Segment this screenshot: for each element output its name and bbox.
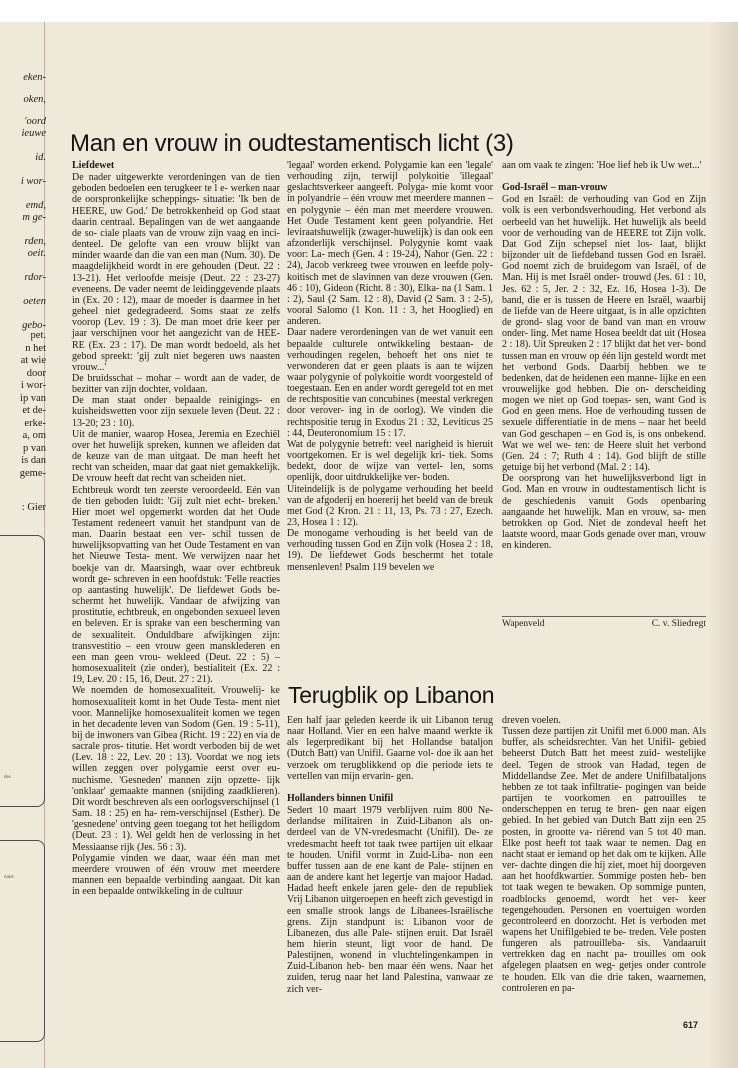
section-heading: Hollanders binnen Unifil: [287, 792, 394, 804]
article1-column-3: [502, 160, 706, 551]
strip-line: oeten: [23, 296, 46, 307]
strip-line: ieuwe: [21, 128, 46, 139]
article-title: Terugblik op Libanon: [288, 682, 495, 708]
strip-line: door: [26, 367, 46, 379]
strip-line: rdor-: [24, 272, 46, 283]
previous-page-strip-mid: [0, 330, 46, 515]
article-title: Man en vrouw in oudtestamentisch licht (3): [70, 130, 514, 157]
strip-line: : Gier: [21, 502, 46, 513]
strip-line: ip van: [20, 392, 46, 404]
paragraph: Een half jaar geleden keerde ik uit Libanon terug naar Holland. Vier en een halve maand werkte ik als legerpredikant bij het Hollandse bataljon (Dutch Batt) van Unifil. Gaarne vol- doe ik aan het verzoek om terugblikkend op die periode iets te vertellen van mijn ervarin- gen.: [287, 715, 493, 782]
strip-line: et de-: [22, 405, 46, 416]
paragraph: De oorsprong van het huwelijksverbond ligt in God. Man en vrouw in oudtestamentisch licht is de geschiedenis vanuit Gods openbaring aangaande het huwelijk. Man en vrouw, sa- men betrokken op God. Niet de zondeval heeft het laatste woord, maar Gods genade over man, vrouw en kinderen.: [502, 473, 706, 552]
strip-line: eken-: [23, 72, 46, 83]
paragraph: Daar nadere verordeningen van de wet vanuit een bepaalde culturele ontwikkeling bestaan- de verhoudingen regelen, behoeft het ons niet te verwonderen dat er geen plaats is aan te wijzen waar polygynie of polykoitie wordt voorgesteld of toegestaan. Een en ander wordt geregeld tot en met de rechtspositie van concubines (meestal verkregen door verover- ing in de oorlog). We vinden die rechtspositie terug in Exodus 21 : 32, Leviticus 25 : 44, Deuteronomium 15 : 17.: [287, 327, 493, 439]
article2-column-2: [502, 715, 706, 994]
signature: [502, 619, 706, 629]
section-heading: God-Israël – man-vrouw: [502, 182, 608, 194]
paragraph: God en Israël: de verhouding van God en Zijn volk is een verbondsverhouding. Het verbond als oerbeeld van het huwelijk. Het huwelijk als beeld voor de verhouding van de HEERE tot Zijn volk. Dat God Zijn schepsel niet los- laat, blijkt bijzonder uit de liefdeband tussen God en Israël. God noemt zich de bruidegom van Israël, of de Man. Hij is met Israël onder- trouwd (Jes. 61 : 10, Jes. 62 : 5, Jer. 2 : 32, Ez. 16, Hosea 1-3). De band, die er is tussen de Heere en Israël, waarbij de liefde van de Heere uitgaat, is in alle opzichten de grond- slag voor de band van man en vrouw onder- ling. Met name Hosea beeldt dat uit (Hosea 2 : 18). Uit Spreuken 2 : 17 blijkt dat het ver- bond tussen man en vrouw op één lijn gesteld wordt met het verbond Gods. Daarbij hebben we te bedenken, dat de heidenen een manne- lijke en een vrouwelijke god hebben. Die on- derscheiding mogen we niet op God toepas- sen, want God is God en geen mens. Hoe de verhouding tussen de sexuele differentiatie in de mens – naar het beeld van God geschapen – en God is, is ons onbekend. Wat we wel we- ten: de Heere sluit het verbond (Gen. 24 : 7; Ruth 4 : 14). God blijft de stille getuige bij het verbond (Mal. 2 : 14).: [502, 194, 706, 474]
paragraph: Sedert 10 maart 1979 verblijven ruim 800 Ne- derlandse militairen in Zuid-Libanon als on- derdeel van de VN-vredesmacht (Unifil). De- ze vredesmacht heeft tot taak twee partijen uit elkaar te houden. Unifil vormt in Zuid-Liba- non een buffer tussen aan de ene kant de Pale- stijnen en aan de andere kant het legertje van majoor Hadad. Hadad heeft enkele jaren gele- den de republiek Vrij Libanon uitgeroepen en heeft zich gevestigd in een smalle strook langs de Libanees-Israëlische grens. Zijn standpunt is: Libanon voor de Libanezen, dus alle Pale- stijnen eruit. Dat Israël hem hierin steunt, ligt voor de hand. De Palestijnen, wonend in vluchtelingenkampen in Zuid-Libanon heb- ben maar één wens. Naar het zuiden, terug naar het land Palestina, vanwaar ze zich ver-: [287, 805, 493, 995]
strip-line: emd,: [25, 200, 46, 211]
strip-line: rden,: [24, 236, 46, 247]
strip-tiny-label: des: [4, 775, 11, 780]
paragraph: Polygamie vinden we daar, waar één man met meerdere vrouwen of één vrouw met meerdere mannen een bepaalde verbinding aangaat. Dit kan in een bepaalde ontwikkeling in de cultuur: [72, 852, 280, 898]
paragraph: De bruidsschat – mohar – wordt aan de vader, de bezitter van zijn dochter, voldaan.: [72, 372, 280, 396]
strip-line: geme-: [19, 467, 46, 479]
article1-column-1: [72, 160, 280, 897]
paragraph: Tussen deze partijen zit Unifil met 6.000 man. Als buffer, als scheidsrechter. Van het Unifil- gebied beheerst Dutch Batt het meest zuid- westelijke deel. Tegen de strook van Hadad, tegen de Middellandse Zee. Met de andere Unifilbataljons hebben ze tot taak infiltratie- pogingen van beide partijen te voorkomen en patrouilles te onderscheppen en terug te bren- gen naar eigen gebied. In het gebied van Dutch Batt zijn een 25 posten, in grootte va- riërend van 5 tot 40 man. Elke post heeft tot taak waar te nemen. Dag en nacht staat er iemand op het dak om te kijken. Alle ver- dachte dingen die hij ziet, moet hij doorgeven aan het hoofdkwartier. Sommige posten heb- ben tot taak wegen te bewaken. Op sommige punten, roadblocks genoemd, wordt het ver- keer tegengehouden. Personen en voertuigen worden gecontroleerd en doorzocht. Het is verboden met wapens het Unifilgebied te be- treden. Vele posten fungeren als patrouilleba- sis. Vandaaruit vertrekken dag en nacht pa- trouilles om ook afgelegen plaatsen en weg- getjes onder controle te houden. Elk van die drie taken, waarnemen, controleren en pa-: [502, 726, 706, 994]
paragraph: dreven voelen.: [502, 715, 561, 726]
strip-line: a, om: [22, 430, 46, 441]
strip-line: gebo-: [22, 320, 46, 331]
strip-tiny-label: ouist: [4, 875, 14, 880]
paragraph: Uiteindelijk is de polygame verhouding het beeld van de afgoderij en hoererij het beeld van de breuk met God (2 Kron. 21 : 11, 13, Ps. 73 : 27, Ezech. 23, Hosea 1 : 12).: [287, 483, 493, 528]
paragraph: aan om vaak te zingen: 'Hoe lief heb ik Uw wet...': [502, 160, 702, 171]
strip-line: oken,: [23, 94, 46, 105]
paragraph: We noemden de homosexualiteit. Vrouwelij- ke homosexualiteit komt in het Oude Testa- ment niet voor. Mannelijke homosexualiteit komen we tegen in het decadente leven van Sodom (Gen. 19 : 5-11), bij de inwoners van Gibea (Richt. 19 : 22) en via de sacrale pros- titutie. Het wordt verboden bij de wet (Lev. 18 : 22, Lev. 20 : 13). Voordat we nog iets willen zeggen over polygamie eerst over eu- nuchisme. 'Gesneden' mannen zijn opzette- lijk 'onklaar' gemaakte mannen (snijding zaadklieren). Dit wordt beschreven als een oorlogsverschijnsel (1 Sam. 18 : 25) en ha- rem-verschijnsel (Esther). De 'gesnedene' ontving geen toegang tot het heiligdom (Deut. 23 : 1). Wel geldt hen de verlossing in het Messiaanse rijk (Jes. 56 : 3).: [72, 685, 280, 853]
paragraph: De monogame verhouding is het beeld van de verhouding tussen God en Zijn volk (Hosea 2 : 18, 19). De liefdewet Gods beschermt het totale mensenleven! Psalm 119 bevelen we: [287, 528, 493, 573]
paragraph: 'legaal' worden erkend. Polygamie kan een 'legale' verhouding zijn, terwijl polykoitie 'illegaal' geslachtsverkeer aangeeft. Polyga- mie komt voor in polyandrie – één vrouw met meerdere mannen – en polygynie – één man met meerdere vrouwen. Het Oude Testament kent geen polyandrie. Het leviraatshuwelijk (zwager-huwelijk) is dan ook een afzonderlijk verschijnsel. Polygynie komt vaak voor: La- mech (Gen. 4 : 19-24), Nahor (Gen. 22 : 24), Jacob verkreeg twee vrouwen en leefde poly- koitisch met de slavinnen van deze vrouwen (Gen. 46 : 10), Gideon (Richt. 8 : 30), Elka- na (1 Sam. 1 : 2), Saul (2 Sam. 12 : 8), David (2 Sam. 3 : 2-5), vooral Salomo (1 Kon. 11 : 3, het Hooglied) en anderen.: [287, 160, 493, 328]
signature-rule: [502, 616, 706, 617]
strip-line: erke-: [24, 417, 46, 429]
strip-line: i wor-: [20, 176, 46, 187]
paragraph: Echtbreuk wordt ten zeerste veroordeeld. Eén van de tien geboden luidt: 'Gij zult niet echt- breken.' Hier moet wel opgemerkt worden dat het Oude Testament redeneert vanuit het standpunt van de man. Daarin bestaat een ver- schil tussen de huwelijksopvatting van het Oude Testament en van het Nieuwe Testa- ment. We verwijzen naar het boekje van dr. Maarsingh, waar over echtbreuk wordt ge- schreven in een hoofdstuk: 'Felle reacties op aantasting huwelijk'. De liefdewet Gods be- schermt het huwelijk. Vandaar de afwijzing van prostitutie, echtbreuk, en ongebonden sexueel leven en beleven. Er is sprake van een bescherming van de sexualiteit. Onduldbare afwijkingen zijn: transvestitio – een vrouw geen mansklederen en een man geen vrou- wekleed (Deut. 22 : 5) – homosexualiteit (zie onder), bestialiteit (Ex. 22 : 19, Lev. 20 : 15, 16, Deut. 27 : 21).: [72, 484, 280, 686]
strip-line: m ge-: [22, 212, 46, 223]
strip-line: oeit.: [27, 248, 46, 259]
paragraph: De nader uitgewerkte verordeningen van de tien geboden bedoelen een terugkeer te l e- werken naar de oorspronkelijke scheppings- situatie: 'Ik ben de HEERE, uw God.' De betrokkenheid op God staat daarin centraal. Bepalingen van de wet aangaande de so- ciale plaats van de vrouw zijn vaag en inci- denteel. De gelofte van een vrouw blijkt van minder waarde dan die van een man (Num. 30). De maagdelijkheid wordt in ere gehouden (Deut. 22 : 13-21). Het verloofde meisje (Deut. 22 : 23-27) eveneens. De vader neemt de leidinggevende plaats in (Ex. 20 : 12), maar de moeder is daarmee in het geheel niet gedegradeerd. Soms staat ze zelfs voorop (Lev. 19 : 3). De man moet drie keer per jaar verschijnen voor het aangezicht van de HEE- RE (Ex. 23 : 17). De man wordt bedoeld, als het gebod spreekt: 'gij zult niet begeren uws naasten vrouw...': [72, 172, 280, 373]
paragraph: Wat de polygynie betreft: veel narigheid is hieruit voortgekomen. Er is wel degelijk kri- tiek. Soms bedekt, door de wijze van vertel- len, soms openlijk, door uitdrukkelijke ver- boden.: [287, 438, 493, 484]
page-number: 617: [683, 1020, 699, 1030]
article1-column-2: [287, 160, 493, 573]
strip-line: at wie: [20, 355, 46, 366]
paragraph: Uit de manier, waarop Hosea, Jeremia en Ezechiël over het huwelijk spreken, kunnen we afleiden dat de keuze van de man uitgaat. De man heeft het recht van scheiden, maar dat gaat niet gemakkelijk. De vrouw heeft dat recht van scheiden niet.: [72, 428, 280, 485]
strip-line: pet.: [30, 330, 46, 341]
strip-line: is dan: [21, 455, 46, 466]
strip-line: id.: [35, 152, 46, 163]
strip-line: 'oord: [24, 116, 46, 127]
strip-line: p van: [22, 442, 46, 454]
previous-page-box-lower: [0, 840, 45, 1042]
article2-column-1: [287, 715, 493, 995]
signature-place: Wapenveld: [502, 619, 545, 629]
section-heading: Liefdewet: [72, 160, 115, 171]
strip-line: i wor-: [20, 380, 46, 391]
strip-line: n het: [25, 342, 46, 354]
previous-page-box: [0, 535, 45, 807]
paragraph: De man staat onder bepaalde reinigings- en kuisheidswetten voor zijn sexuele leven (Deut. 22 : 13-20; 23 : 10).: [72, 395, 280, 429]
page-edge-shadow: [708, 22, 738, 1068]
signature-author: C. v. Sliedregt: [651, 619, 706, 629]
